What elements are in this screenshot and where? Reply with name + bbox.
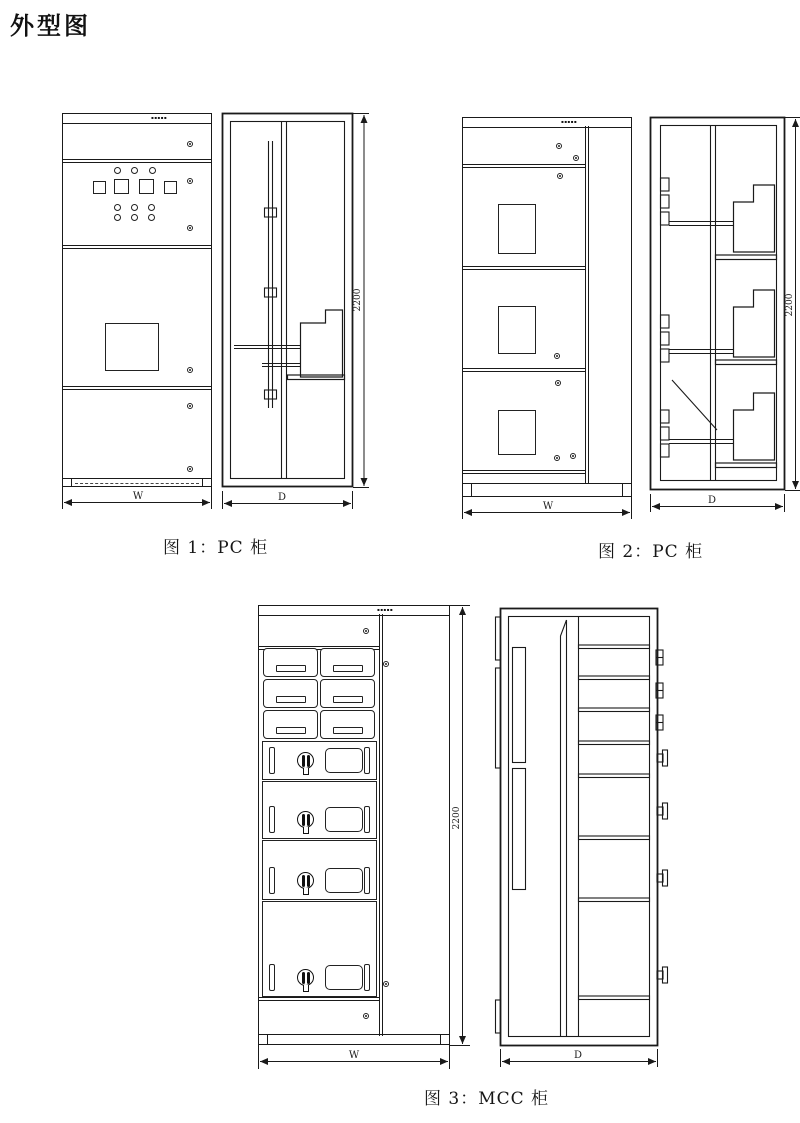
- drawer-vslot: [364, 747, 370, 774]
- cable-compartment-divider: [379, 614, 383, 1036]
- height-dimension-label: 2200: [452, 806, 462, 830]
- screw-icon: [187, 466, 193, 472]
- drawer-vslot: [364, 964, 370, 991]
- depth-dimension: [651, 494, 785, 512]
- cable-compartment-divider: [585, 126, 589, 484]
- door-window: [498, 306, 536, 354]
- drawer-slot: [276, 696, 306, 703]
- indicator-lamp-icon: [114, 204, 121, 211]
- drawer-unit-small: [320, 679, 375, 708]
- figure2-width-dimension: [458, 497, 638, 525]
- circuit-breaker: [734, 290, 775, 357]
- panel-divider: [463, 368, 585, 372]
- screw-icon: [383, 981, 389, 987]
- width-dimension-label: W: [542, 501, 554, 512]
- height-dimension: [353, 114, 369, 488]
- busbar-covers: [513, 648, 526, 890]
- screw-icon: [557, 173, 563, 179]
- ground-line: [75, 483, 199, 484]
- rotary-switch-icon: [297, 872, 314, 896]
- screw-icon: [187, 225, 193, 231]
- drawer-unit-large: [262, 840, 377, 900]
- recessed-handle: [325, 748, 363, 773]
- screw-icon: [187, 178, 193, 184]
- screw-icon: [555, 380, 561, 386]
- rotary-switch-icon: [297, 752, 314, 776]
- figure1-caption: 图 1：PC 柜: [163, 538, 269, 558]
- door-window: [498, 204, 536, 254]
- drawer-vslot: [269, 964, 275, 991]
- panel-divider: [259, 997, 379, 1001]
- figure3-side-view: [486, 600, 686, 1078]
- indicator-lamp-icon: [148, 214, 155, 221]
- figure3-front-view: [258, 605, 450, 1045]
- door-window: [498, 410, 536, 455]
- nameplate-text: ▪▪▪▪▪: [151, 115, 168, 120]
- cabinet-base: [463, 483, 631, 496]
- indicator-lamp-icon: [148, 204, 155, 211]
- screw-icon: [187, 403, 193, 409]
- recessed-handle: [325, 965, 363, 990]
- drawer-vslot: [364, 806, 370, 833]
- indicator-lamp-icon: [131, 167, 138, 174]
- meter-icon: [164, 181, 177, 194]
- cabinet-frame: [651, 118, 785, 490]
- nameplate: [463, 118, 631, 128]
- circuit-breaker: [734, 185, 775, 252]
- indicator-lamp-icon: [114, 214, 121, 221]
- figure3-caption: 图 3：MCC 柜: [424, 1089, 550, 1109]
- indicator-lamp-icon: [149, 167, 156, 174]
- screw-icon: [554, 455, 560, 461]
- panel-divider: [63, 386, 211, 390]
- shelf: [716, 463, 777, 468]
- meter-icon: [114, 179, 129, 194]
- cabinet-frame: [496, 609, 658, 1046]
- indicator-lamp-icon: [114, 167, 121, 174]
- depth-dimension: [501, 1049, 658, 1067]
- panel-divider: [463, 470, 585, 474]
- drawer-slot: [333, 665, 363, 672]
- drawer-vslot: [269, 867, 275, 894]
- drawer-unit-large: [262, 741, 377, 780]
- drawer-vslot: [269, 747, 275, 774]
- screw-icon: [573, 155, 579, 161]
- screw-icon: [363, 628, 369, 634]
- door-window: [105, 323, 159, 371]
- figure3-width-dimension: [254, 1045, 454, 1075]
- panel-divider: [63, 245, 211, 249]
- panel-divider: [63, 159, 211, 163]
- figure3-height-dimension: [448, 598, 484, 1058]
- compartment-divider: [561, 617, 579, 1037]
- screw-icon: [554, 353, 560, 359]
- screw-icon: [556, 143, 562, 149]
- meter-icon: [139, 179, 154, 194]
- drawer-slot: [333, 727, 363, 734]
- nameplate: [63, 114, 211, 124]
- busbar: [234, 141, 301, 408]
- height-dimension-label: 2200: [353, 288, 363, 312]
- drawer-slot: [333, 696, 363, 703]
- drawer-unit-small: [263, 648, 318, 677]
- width-dimension-label: W: [132, 491, 144, 502]
- indicator-lamp-icon: [131, 214, 138, 221]
- meter-icon: [93, 181, 106, 194]
- panel-divider: [463, 266, 585, 270]
- rotary-switch-icon: [297, 969, 314, 993]
- panel-divider: [463, 164, 585, 168]
- figure1-front-view: [62, 113, 212, 487]
- screw-icon: [383, 661, 389, 667]
- figure2-front-view: [462, 117, 632, 497]
- figure2-caption: 图 2：PC 柜: [598, 542, 704, 562]
- drawer-slot: [276, 727, 306, 734]
- cabinet-frame: [223, 114, 353, 487]
- recessed-handle: [325, 807, 363, 832]
- page-title: 外型图: [10, 12, 91, 40]
- width-dimension-label: W: [348, 1050, 360, 1061]
- drawer-unit-small: [263, 679, 318, 708]
- depth-dimension-label: D: [573, 1050, 583, 1061]
- drawer-unit-large: [262, 901, 377, 997]
- shelf: [716, 255, 777, 260]
- circuit-breaker: [734, 393, 775, 460]
- depth-dimension-label: D: [277, 492, 287, 503]
- nameplate-text: ▪▪▪▪▪: [561, 119, 578, 124]
- drawer-unit-small: [320, 648, 375, 677]
- height-dimension: [785, 118, 800, 491]
- busbar-clamp: [265, 208, 277, 217]
- recessed-handle: [325, 868, 363, 893]
- depth-dimension-label: D: [707, 495, 717, 506]
- busbar-clamp: [265, 390, 277, 399]
- drawer-vslot: [269, 806, 275, 833]
- terminal-stubs: [661, 178, 734, 457]
- depth-dimension: [223, 491, 353, 509]
- circuit-breakers: [716, 185, 777, 468]
- circuit-breaker: [288, 310, 345, 380]
- drawer-unit-small: [263, 710, 318, 739]
- drawer-shelves: [579, 645, 650, 1000]
- nameplate: [259, 606, 449, 616]
- cabinet-base: [259, 1034, 449, 1044]
- drawer-unit-small: [320, 710, 375, 739]
- busbar-clamp: [265, 288, 277, 297]
- screw-icon: [187, 367, 193, 373]
- nameplate-text: ▪▪▪▪▪: [377, 607, 394, 612]
- drawer-unit-large: [262, 781, 377, 839]
- height-dimension-label: 2200: [785, 293, 795, 317]
- drawer-vslot: [364, 867, 370, 894]
- figure2-side-view: [648, 110, 800, 522]
- figure1-width-dimension: [58, 487, 218, 515]
- screw-icon: [570, 453, 576, 459]
- figure1-side-view: [220, 108, 380, 518]
- rotary-switch-icon: [297, 811, 314, 835]
- shelf: [716, 360, 777, 365]
- indicator-lamp-icon: [131, 204, 138, 211]
- screw-icon: [363, 1013, 369, 1019]
- drawer-slot: [276, 665, 306, 672]
- cabinet-base: [63, 478, 211, 486]
- screw-icon: [187, 141, 193, 147]
